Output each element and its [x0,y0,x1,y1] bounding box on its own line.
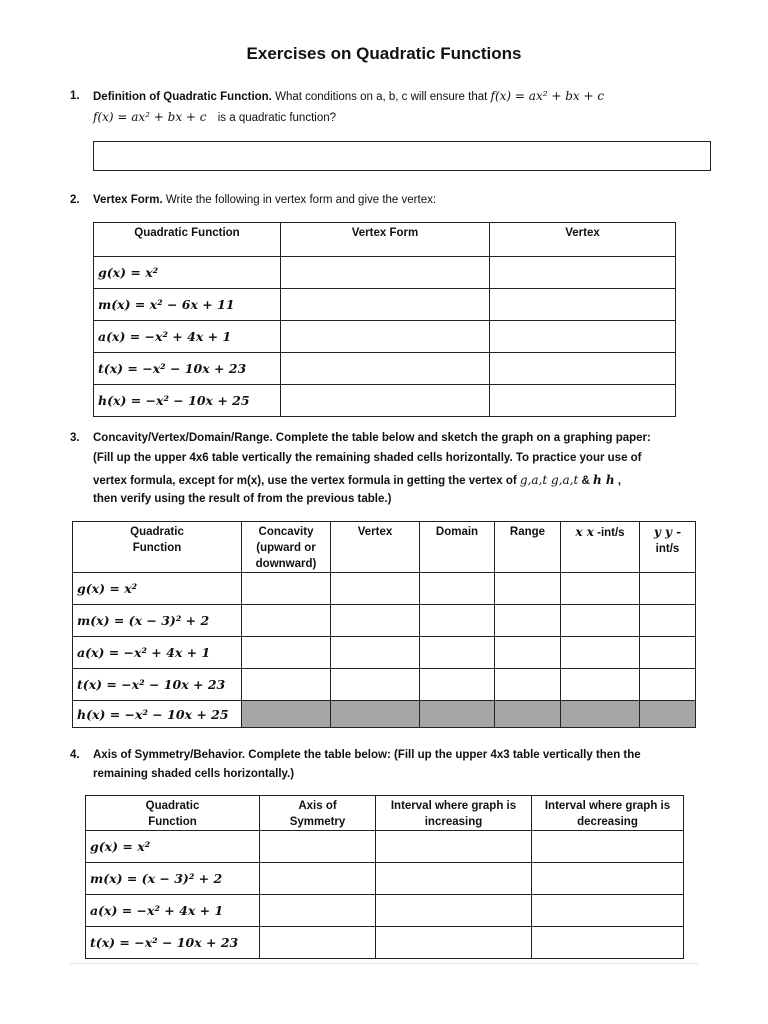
q3-cell[interactable] [242,605,331,637]
q3-header-domain: Domain [420,522,495,573]
q3-header-y-var: y y - [653,525,682,539]
q4-line1: Axis of Symmetry/Behavior. Complete the table below: (Fill up the upper 4x3 table vertically then the [93,749,641,761]
q3-cell[interactable] [640,637,696,669]
q3-cell[interactable] [420,605,495,637]
q4-cell[interactable] [532,927,684,959]
page-footer-divider [70,963,698,964]
q3-cell[interactable] [640,605,696,637]
q4-number: 4. [70,749,80,761]
q3-cell[interactable] [495,605,561,637]
q3-row-function: m(x) = (x − 3)² + 2 [73,605,242,637]
q3-shaded-cell[interactable] [495,701,561,728]
q3-number: 3. [70,432,80,444]
q2-row-function: h(x) = −x² − 10x + 25 [94,385,281,417]
q2-header-vertex: Vertex [490,223,676,257]
q4-cell[interactable] [376,863,532,895]
q3-cell[interactable] [495,637,561,669]
q3-table [72,521,696,728]
q2-cell-vertex-form[interactable] [281,289,490,321]
q1-formula-2: f(x) = ax² + bx + c [93,110,207,124]
q4-header-function: Quadratic Function [86,796,260,831]
q2-cell-vertex-form[interactable] [281,385,490,417]
q2-cell-vertex[interactable] [490,353,676,385]
q3-cell[interactable] [331,573,420,605]
q4-cell[interactable] [532,895,684,927]
q3-cell[interactable] [331,605,420,637]
q2-cell-vertex[interactable] [490,289,676,321]
q3-header-range: Range [495,522,561,573]
q4-line2: remaining shaded cells horizontally.) [93,768,295,780]
q3-line3-text: vertex formula, except for m(x), use the vertex formula in getting the vertex of [93,475,517,487]
q3-line2: (Fill up the upper 4x6 table vertically the remaining shaded cells horizontally. To practice your use of [93,452,642,464]
q3-header-function: Quadratic Function [73,522,242,573]
page-title: Exercises on Quadratic Functions [246,44,522,63]
q3-cell[interactable] [640,573,696,605]
q2-row-function: g(x) = x² [94,257,281,289]
q4-row-function: a(x) = −x² + 4x + 1 [86,895,260,927]
q3-cell[interactable] [242,573,331,605]
q3-row-function: h(x) = −x² − 10x + 25 [73,701,242,728]
q4-cell[interactable] [376,831,532,863]
q3-cell[interactable] [495,669,561,701]
q2-text: Write the following in vertex form and give the vertex: [165,194,437,206]
q1-line1 [93,86,604,107]
q2-header-vertex-form: Vertex Form [281,223,490,257]
q4-cell[interactable] [376,927,532,959]
q2-heading: Vertex Form. [93,194,163,206]
q3-cell[interactable] [640,669,696,701]
q3-line3-comma: , [617,475,622,487]
q2-cell-vertex[interactable] [490,321,676,353]
q2-number: 2. [70,194,80,206]
q3-shaded-cell[interactable] [420,701,495,728]
q2-cell-vertex-form[interactable] [281,353,490,385]
q3-header-x-label: -int/s [597,527,625,539]
q3-header-x-int [561,522,640,573]
q2-row-function: a(x) = −x² + 4x + 1 [94,321,281,353]
q3-line3-functions: g,a,t g,a,t [519,473,579,487]
q1-number: 1. [70,90,80,102]
q1-line2 [93,107,336,128]
q3-cell[interactable] [420,573,495,605]
q2-prompt [93,190,436,210]
q2-cell-vertex-form[interactable] [281,321,490,353]
q4-cell[interactable] [260,927,376,959]
q3-cell[interactable] [495,573,561,605]
q3-line3 [93,470,621,491]
q4-row-function: m(x) = (x − 3)² + 2 [86,863,260,895]
q1-formula: f(x) = ax² + bx + c [490,89,605,103]
q4-cell[interactable] [532,831,684,863]
q3-shaded-cell[interactable] [640,701,696,728]
q3-shaded-cell[interactable] [242,701,331,728]
q3-header-y-label: int/s [655,543,680,555]
q4-cell[interactable] [376,895,532,927]
q2-row-function: m(x) = x² − 6x + 11 [94,289,281,321]
q3-shaded-cell[interactable] [561,701,640,728]
q3-row-function: a(x) = −x² + 4x + 1 [73,637,242,669]
q4-cell[interactable] [532,863,684,895]
q3-header-x-var: x x [575,525,594,539]
q2-cell-vertex[interactable] [490,385,676,417]
q3-cell[interactable] [242,637,331,669]
q2-table [93,222,676,417]
q4-header-decreasing: Interval where graph is decreasing [532,796,684,831]
q3-header-y-int [640,522,696,573]
q4-cell[interactable] [260,831,376,863]
q1-answer-box[interactable] [93,141,711,171]
q2-header-function: Quadratic Function [94,223,281,257]
q3-cell[interactable] [561,605,640,637]
q3-row-function: t(x) = −x² − 10x + 23 [73,669,242,701]
q3-line3-h: h h [593,473,615,487]
q2-row-function: t(x) = −x² − 10x + 23 [94,353,281,385]
q4-table [85,795,684,959]
q4-row-function: t(x) = −x² − 10x + 23 [86,927,260,959]
q2-cell-vertex[interactable] [490,257,676,289]
q3-shaded-cell[interactable] [331,701,420,728]
q4-header-axis: Axis of Symmetry [260,796,376,831]
q2-cell-vertex-form[interactable] [281,257,490,289]
q4-row-function: g(x) = x² [86,831,260,863]
q3-cell[interactable] [561,669,640,701]
q1-text-2: is a quadratic function? [217,112,337,124]
q3-cell[interactable] [561,573,640,605]
q4-cell[interactable] [260,863,376,895]
q3-cell[interactable] [420,637,495,669]
q1-heading: Definition of Quadratic Function. [93,91,272,103]
q3-line1: Concavity/Vertex/Domain/Range. Complete the table below and sketch the graph on a graphing paper: [93,432,651,444]
q4-cell[interactable] [260,895,376,927]
q3-row-function: g(x) = x² [73,573,242,605]
q3-header-concavity: Concavity (upward or downward) [242,522,331,573]
q3-line3-amp: & [581,475,590,487]
q3-cell[interactable] [331,669,420,701]
q3-cell[interactable] [242,669,331,701]
q3-cell[interactable] [561,637,640,669]
q3-cell[interactable] [420,669,495,701]
q3-header-vertex: Vertex [331,522,420,573]
q4-header-increasing: Interval where graph is increasing [376,796,532,831]
q3-line4: then verify using the result of from the previous table.) [93,493,392,505]
q1-text: What conditions on a, b, c will ensure that [275,91,488,103]
q3-cell[interactable] [331,637,420,669]
